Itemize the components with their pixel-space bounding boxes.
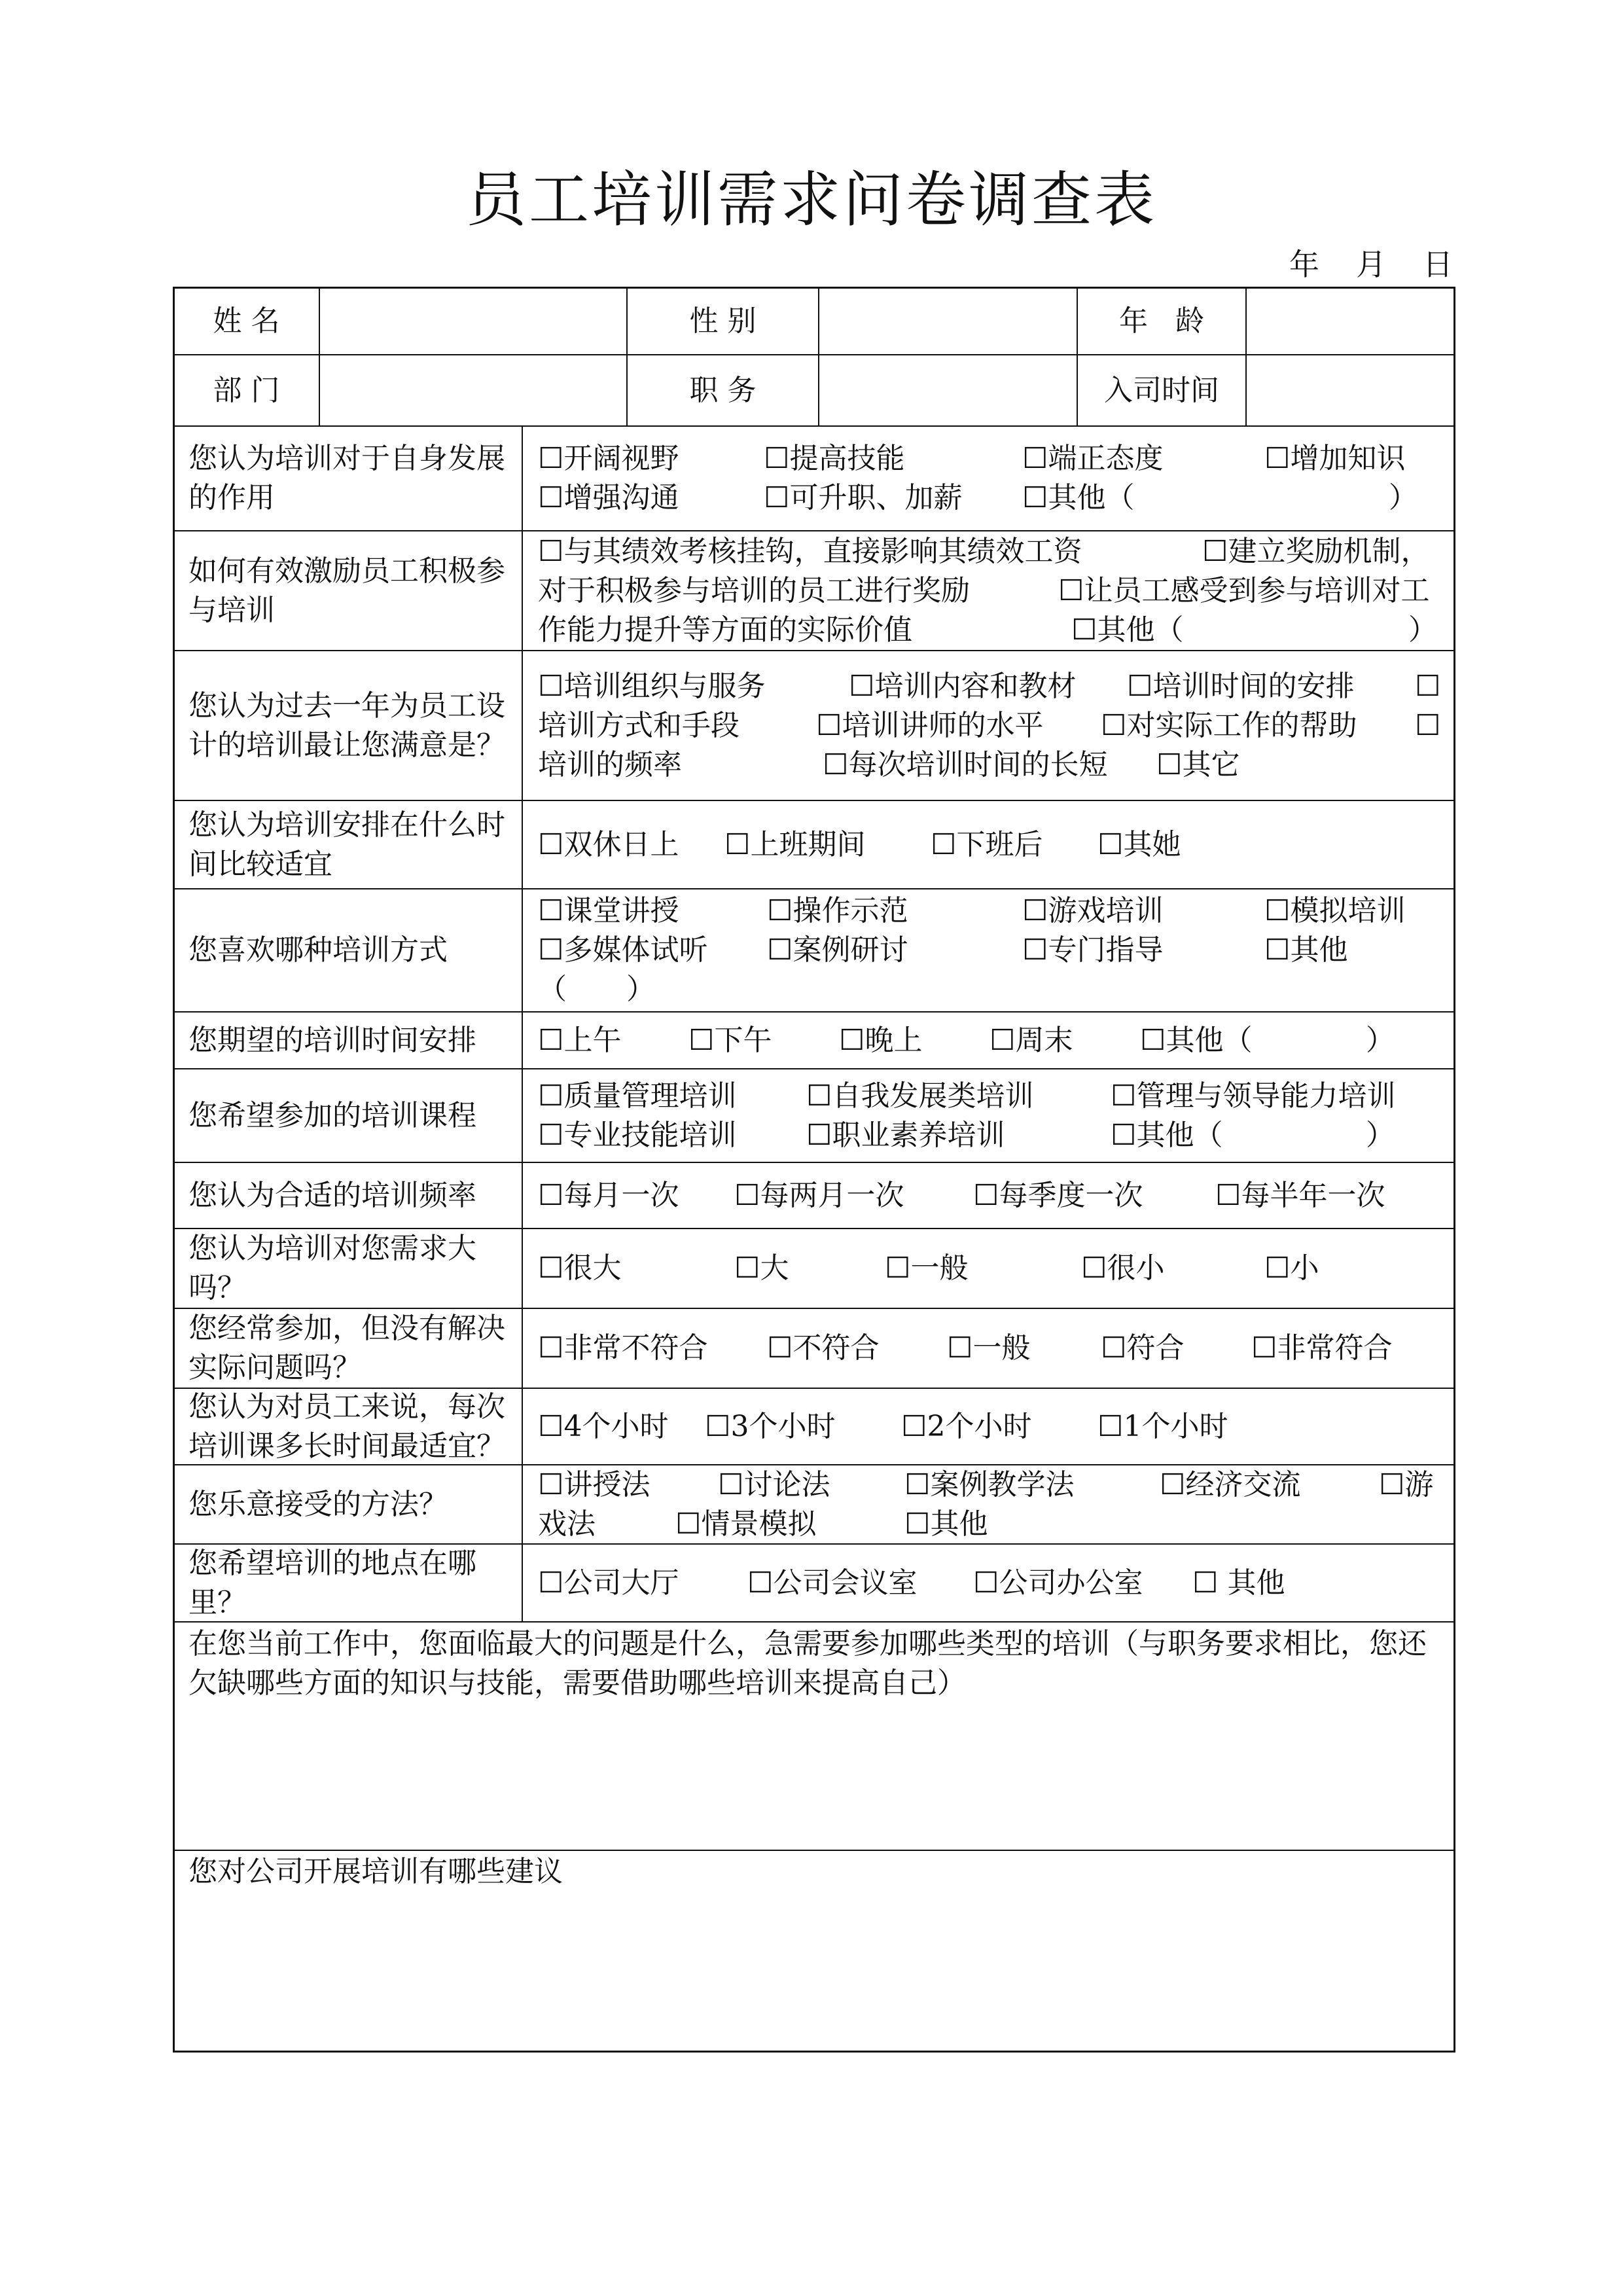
option-checkbox[interactable]: ☐培训组织与服务 <box>538 669 766 703</box>
col-divider <box>522 425 523 1621</box>
label-gender: 性 别 <box>689 304 757 338</box>
date-month: 月 <box>1356 247 1386 282</box>
options-7 <box>538 1069 1444 1162</box>
options-8 <box>538 1163 1444 1228</box>
paren-close: ） <box>1408 613 1437 647</box>
paren-close: ） <box>1389 481 1418 514</box>
gender-field[interactable] <box>819 288 1077 354</box>
option-checkbox[interactable]: ☐不符合 <box>767 1331 880 1365</box>
checkbox-icon[interactable]: ☐ <box>1415 669 1441 703</box>
question-12: 您乐意接受的方法？ <box>188 1487 448 1521</box>
option-checkbox[interactable]: ☐操作示范 <box>767 894 908 927</box>
question-11: 您认为对员工来说，每次培训课多长时间最适宜？ <box>188 1390 505 1463</box>
option-checkbox[interactable]: ☐其他（ <box>1140 1023 1253 1057</box>
age-field[interactable] <box>1247 288 1454 354</box>
option-checkbox[interactable]: ☐1个小时 <box>1097 1409 1228 1443</box>
option-checkbox[interactable]: ☐专门指导 <box>1022 933 1164 967</box>
options-12 <box>538 1465 1444 1543</box>
option-checkbox[interactable]: ☐建立奖励机制， <box>1202 534 1430 568</box>
dept-field[interactable] <box>320 355 626 425</box>
open-question-2: 您对公司开展培训有哪些建议 <box>188 1855 563 1888</box>
page-title: 员工培训需求问卷调查表 <box>465 165 1157 235</box>
option-checkbox[interactable]: ☐案例教学法 <box>904 1467 1075 1501</box>
label-position: 职 务 <box>689 373 757 407</box>
question-1: 您认为培训对于自身发展的作用 <box>188 442 505 514</box>
option-checkbox[interactable]: ☐质量管理培训 <box>538 1079 737 1113</box>
question-13: 您希望培训的地点在哪里？ <box>188 1546 476 1619</box>
paren-close: ） <box>1366 1118 1395 1152</box>
option-checkbox[interactable]: ☐上午 <box>538 1023 622 1057</box>
option-checkbox[interactable]: ☐可升职、加薪 <box>764 481 963 514</box>
option-text: 对于积极参与培训的员工进行奖励 <box>538 573 970 607</box>
option-checkbox[interactable]: ☐管理与领导能力培训 <box>1111 1079 1396 1113</box>
checkbox-icon[interactable]: ☐ <box>1415 708 1441 742</box>
option-checkbox[interactable]: ☐情景模拟 <box>675 1507 817 1541</box>
option-checkbox[interactable]: ☐其它 <box>1156 747 1240 781</box>
option-checkbox[interactable]: ☐其他（ <box>1111 1118 1223 1152</box>
option-checkbox[interactable]: ☐公司会议室 <box>747 1566 918 1600</box>
option-checkbox[interactable]: ☐小 <box>1264 1251 1319 1285</box>
option-checkbox[interactable]: ☐其他 <box>904 1507 988 1541</box>
option-checkbox[interactable]: ☐培训时间的安排 <box>1127 669 1355 703</box>
option-checkbox[interactable]: ☐培训内容和教材 <box>849 669 1077 703</box>
option-checkbox[interactable]: ☐一般 <box>947 1331 1031 1365</box>
option-checkbox[interactable]: ☐下班后 <box>931 827 1043 861</box>
options-2 <box>538 531 1444 650</box>
option-checkbox[interactable]: ☐对实际工作的帮助 <box>1101 708 1357 742</box>
paren-close: ） <box>1366 1023 1395 1057</box>
option-checkbox[interactable]: ☐模拟培训 <box>1264 894 1406 927</box>
options-6 <box>538 1013 1444 1068</box>
question-5: 您喜欢哪种培训方式 <box>188 933 448 967</box>
option-checkbox[interactable]: ☐专业技能培训 <box>538 1118 737 1152</box>
option-checkbox[interactable]: ☐下午 <box>688 1023 772 1057</box>
option-checkbox[interactable]: ☐一般 <box>885 1251 969 1285</box>
option-checkbox[interactable]: ☐其他（ <box>1071 613 1184 647</box>
options-10 <box>538 1309 1444 1388</box>
option-checkbox[interactable]: ☐晚上 <box>839 1023 923 1057</box>
option-text: 培训方式和手段 <box>538 708 740 742</box>
option-checkbox[interactable]: ☐经济交流 <box>1160 1467 1301 1501</box>
option-checkbox[interactable]: ☐每季度一次 <box>973 1178 1143 1212</box>
hire-date-field[interactable] <box>1247 355 1454 425</box>
question-4: 您认为培训安排在什么时间比较适宜 <box>188 808 505 881</box>
option-checkbox[interactable]: ☐其他 <box>1264 933 1348 967</box>
option-checkbox[interactable]: ☐让员工感受到参与培训对工 <box>1058 573 1430 607</box>
options-1 <box>538 427 1444 530</box>
option-checkbox[interactable]: ☐游戏培训 <box>1022 894 1164 927</box>
option-checkbox[interactable]: ☐游 <box>1379 1467 1434 1501</box>
option-text: 培训的频率 <box>538 747 682 781</box>
option-checkbox[interactable]: ☐非常不符合 <box>538 1331 708 1365</box>
option-checkbox[interactable]: ☐每两月一次 <box>734 1178 904 1212</box>
date-day: 日 <box>1423 247 1453 282</box>
option-checkbox[interactable]: ☐符合 <box>1101 1331 1185 1365</box>
question-9: 您认为培训对您需求大吗？ <box>188 1232 476 1304</box>
option-checkbox[interactable]: ☐其他（ <box>1022 481 1135 514</box>
question-3: 您认为过去一年为员工设计的培训最让您满意是？ <box>188 689 505 762</box>
question-10: 您经常参加，但没有解决实际问题吗？ <box>188 1312 505 1384</box>
option-checkbox[interactable]: ☐很小 <box>1081 1251 1165 1285</box>
label-name: 姓 名 <box>213 304 280 338</box>
option-checkbox[interactable]: ☐3个小时 <box>705 1409 836 1443</box>
option-checkbox[interactable]: ☐增强沟通 <box>538 481 679 514</box>
row-divider <box>173 1850 1455 1851</box>
option-checkbox[interactable]: ☐公司办公室 <box>973 1566 1143 1600</box>
option-checkbox[interactable]: ☐多媒体试听 <box>538 933 708 967</box>
label-dept: 部 门 <box>213 373 280 407</box>
option-checkbox[interactable]: ☐案例研讨 <box>767 933 908 967</box>
option-checkbox[interactable]: ☐提高技能 <box>764 442 905 475</box>
option-text: 作能力提升等方面的实际价值 <box>538 613 912 647</box>
option-checkbox[interactable]: ☐很大 <box>538 1251 622 1285</box>
option-checkbox[interactable]: ☐ 其他 <box>1192 1566 1285 1600</box>
option-checkbox[interactable]: ☐讨论法 <box>718 1467 830 1501</box>
option-checkbox[interactable]: ☐每月一次 <box>538 1178 679 1212</box>
option-checkbox[interactable]: ☐培训讲师的水平 <box>816 708 1044 742</box>
options-4 <box>538 801 1444 888</box>
option-checkbox[interactable]: ☐增加知识 <box>1264 442 1406 475</box>
paren-open: （ <box>538 973 567 1006</box>
option-checkbox[interactable]: ☐2个小时 <box>901 1409 1032 1443</box>
name-field[interactable] <box>320 288 626 354</box>
label-age: 年 龄 <box>1119 304 1204 338</box>
position-field[interactable] <box>819 355 1077 425</box>
option-text: 戏法 <box>538 1507 596 1541</box>
options-13 <box>538 1545 1444 1621</box>
question-6: 您期望的培训时间安排 <box>188 1023 476 1057</box>
option-checkbox[interactable]: ☐每半年一次 <box>1215 1178 1385 1212</box>
option-checkbox[interactable]: ☐双休日上 <box>538 827 679 861</box>
option-checkbox[interactable]: ☐上班期间 <box>724 827 866 861</box>
options-3 <box>538 651 1444 800</box>
option-checkbox[interactable]: ☐公司大厅 <box>538 1566 679 1600</box>
option-checkbox[interactable]: ☐课堂讲授 <box>538 894 679 927</box>
label-hire-date: 入司时间 <box>1104 373 1219 407</box>
option-checkbox[interactable]: ☐职业素养培训 <box>806 1118 1005 1152</box>
option-checkbox[interactable]: ☐4个小时 <box>538 1409 669 1443</box>
option-checkbox[interactable]: ☐其她 <box>1097 827 1181 861</box>
date-line <box>1289 241 1453 284</box>
options-9 <box>538 1229 1444 1308</box>
option-checkbox[interactable]: ☐非常符合 <box>1251 1331 1393 1365</box>
paren-close: ） <box>626 973 655 1006</box>
options-11 <box>538 1389 1444 1464</box>
option-checkbox[interactable]: ☐与其绩效考核挂钩，直接影响其绩效工资 <box>538 534 1082 568</box>
option-checkbox[interactable]: ☐开阔视野 <box>538 442 679 475</box>
option-checkbox[interactable]: ☐自我发展类培训 <box>806 1079 1034 1113</box>
options-5 <box>538 889 1444 1011</box>
date-year: 年 <box>1289 247 1319 282</box>
question-7: 您希望参加的培训课程 <box>188 1098 476 1132</box>
question-8: 您认为合适的培训频率 <box>188 1178 476 1212</box>
option-checkbox[interactable]: ☐周末 <box>990 1023 1073 1057</box>
option-checkbox[interactable]: ☐每次培训时间的长短 <box>823 747 1108 781</box>
open-question-1: 在您当前工作中，您面临最大的问题是什么，急需要参加哪些类型的培训（与职务要求相比，您还欠缺哪些方面的知识与技能，需要借助哪些培训来提高自己） <box>188 1627 1427 1700</box>
option-checkbox[interactable]: ☐端正态度 <box>1022 442 1164 475</box>
option-checkbox[interactable]: ☐讲授法 <box>538 1467 651 1501</box>
question-2: 如何有效激励员工积极参与培训 <box>188 554 505 627</box>
option-checkbox[interactable]: ☐大 <box>734 1251 789 1285</box>
